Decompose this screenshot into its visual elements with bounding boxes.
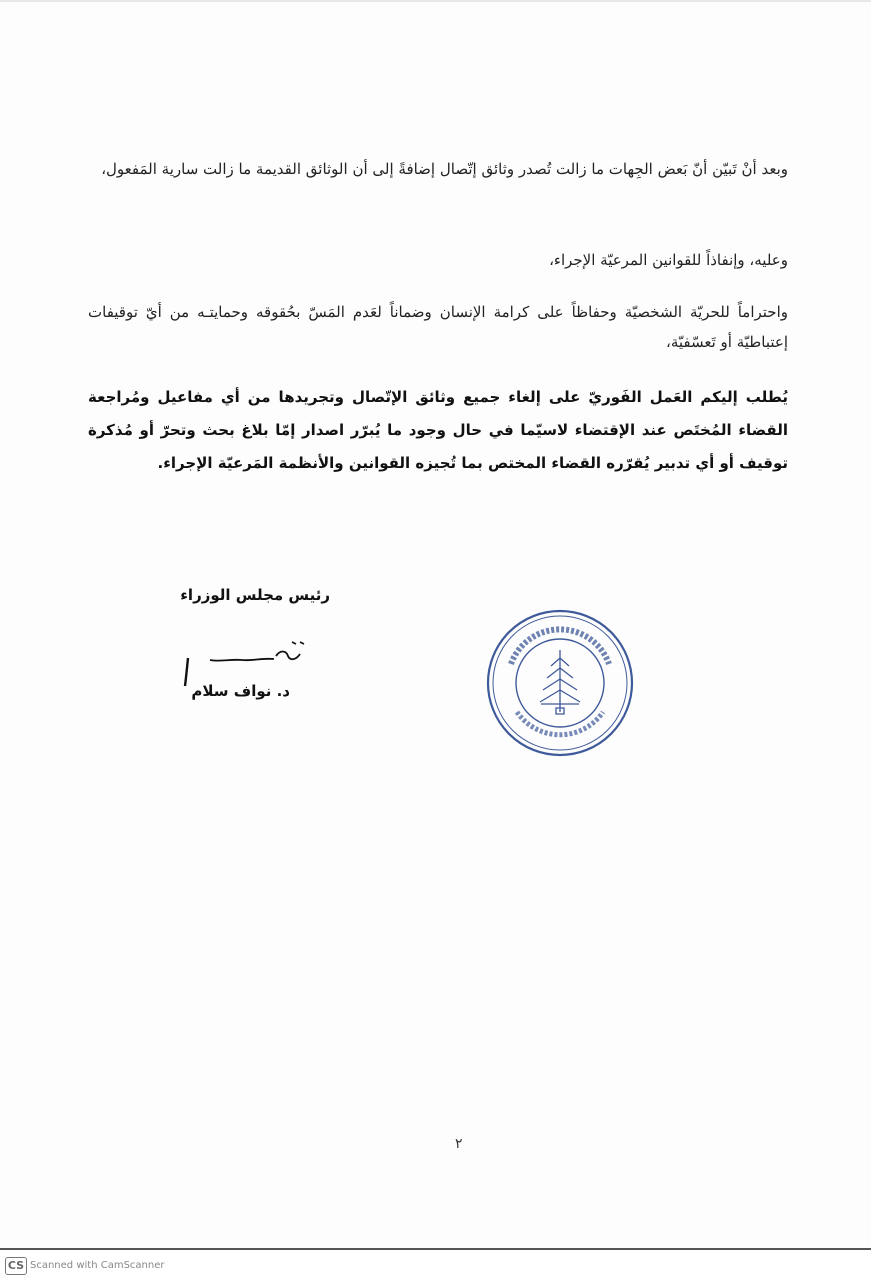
camscanner-logo-icon: CS (5, 1257, 27, 1275)
paragraph-3: واحتراماً للحريّة الشخصيّة وحفاظاً على كرامة الإنسان وضماناً لعَدم المَسّ بحُقوقه وحمايتـه من أيّ توقيفات إعتباطيّة أو تَعسّفيّة، (88, 303, 788, 351)
signatory-title: رئيس مجلس الوزراء (180, 586, 330, 604)
official-seal-stamp (485, 608, 635, 758)
signatory-name: د. نواف سلام (191, 682, 290, 700)
handwritten-signature (170, 628, 320, 688)
directive-paragraph: يُطلب إليكم العَمل الفَوريّ على إلغاء جميع وثائق الإتّصال وتجريدها من أي مفاعيل ومُراجعة القضاء المُختَص عند الإقتضاء لاسيّما في حال وجود ما يُبرّر اصدار إمّا بلاغ بحث وتحرّ أو مُذكرة توقيف أو أي تدبير يُقرّره القضاء المختص بما تُجيزه القوانين والأنظمة المَرعيّة الإجراء. (88, 388, 788, 472)
top-edge (0, 0, 871, 2)
scanner-caption: Scanned with CamScanner (30, 1260, 165, 1271)
page-number: ٢ (455, 1136, 463, 1152)
scanner-footer (0, 1248, 871, 1282)
paragraph-1: وبعد أنْ تَبيّن أنّ بَعض الجِهات ما زالت تُصدر وثائق إتّصال إضافةً إلى أن الوثائق القديمة ما زالت سارية المَفعول، (101, 160, 788, 178)
paragraph-2: وعليه، وإنفاذاً للقوانين المرعيّة الإجراء، (549, 251, 788, 269)
